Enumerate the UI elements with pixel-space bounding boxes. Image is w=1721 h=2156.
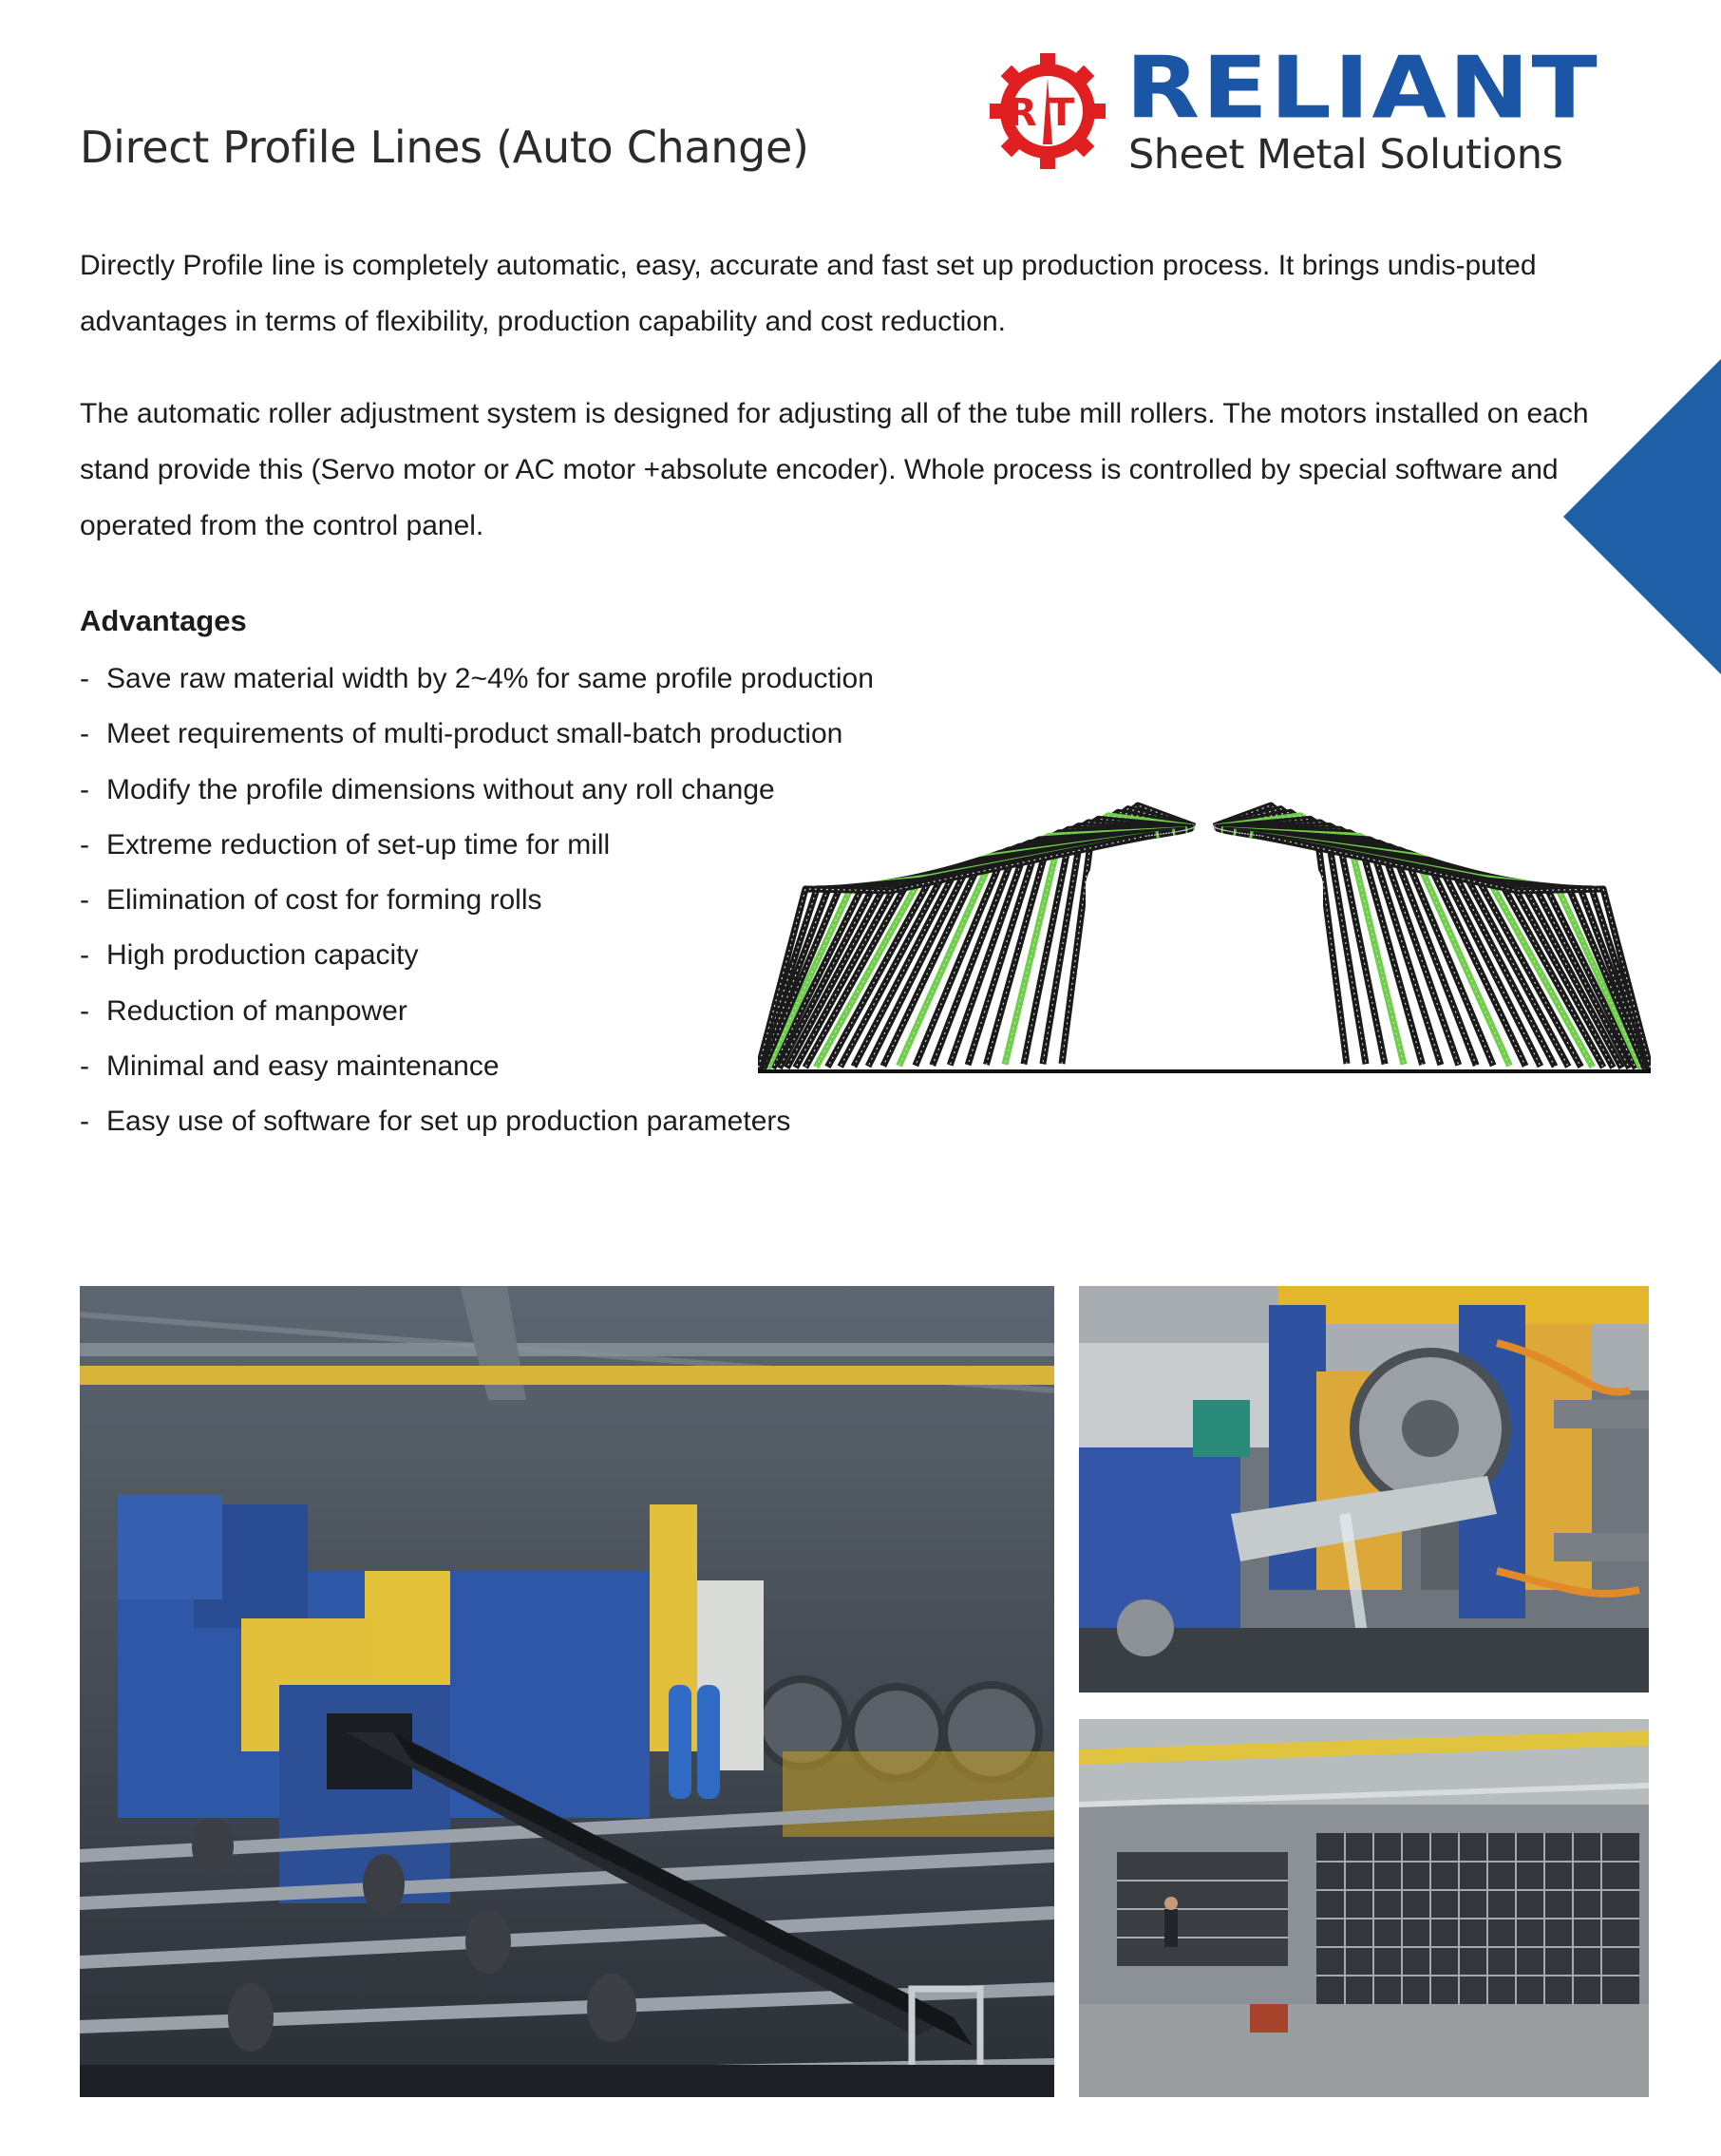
- intro-paragraph-2: The automatic roller adjustment system is designed for adjusting all of the tube mill rollers. The motors installed on each stand provide this (Servo motor or AC motor +absolute encoder). Whole process is controlled by special software and operated from the control panel.: [80, 398, 1589, 541]
- advantage-text: Modify the profile dimensions without any roll change: [106, 773, 775, 805]
- list-item: [80, 984, 874, 1039]
- advantage-text: Minimal and easy maintenance: [106, 1050, 500, 1083]
- bullet-dash: -: [80, 828, 89, 861]
- logo-tagline: Sheet Metal Solutions: [1128, 131, 1563, 179]
- list-item: [80, 1039, 874, 1094]
- advantage-text: Reduction of manpower: [106, 994, 407, 1027]
- advantage-text: High production capacity: [106, 939, 419, 972]
- logo-emblem-letters: RT: [1007, 91, 1088, 135]
- bullet-dash: -: [80, 939, 89, 972]
- gear-emblem-icon: [988, 40, 1111, 182]
- logo-wordmark: RELIANT: [1125, 47, 1600, 130]
- photo-tube-mill-rollers: [1079, 1286, 1649, 1693]
- advantages-heading: Advantages: [80, 604, 247, 637]
- bullet-dash: -: [80, 718, 89, 750]
- list-item: [80, 763, 874, 818]
- final-profile-opening: [1086, 853, 1323, 1073]
- advantage-text: Elimination of cost for forming rolls: [106, 884, 542, 917]
- page-title: Direct Profile Lines (Auto Change): [80, 122, 809, 173]
- intro-paragraph-1: Directly Profile line is completely automatic, easy, accurate and fast set up production process. It brings undis-puted advantages in terms of flexibility, production capability and cost reduction.: [80, 250, 1537, 337]
- bullet-dash: -: [80, 994, 89, 1027]
- profile-forming-flower-diagram: [758, 767, 1651, 1077]
- advantage-text: Meet requirements of multi-product small-batch production: [106, 718, 843, 750]
- bullet-dash: -: [80, 663, 89, 694]
- bullet-dash: -: [80, 884, 89, 917]
- photo-tube-warehouse: [1079, 1719, 1649, 2097]
- list-item: [80, 707, 874, 762]
- bullet-dash: -: [80, 1050, 89, 1083]
- advantage-text: Extreme reduction of set-up time for mill: [106, 828, 611, 861]
- bullet-dash: -: [80, 773, 89, 805]
- advantage-text: Save raw material width by 2~4% for same profile production: [106, 663, 874, 694]
- corner-accent-triangle: [1563, 359, 1721, 674]
- list-item: [80, 1094, 874, 1149]
- list-item: [80, 873, 874, 928]
- list-item: [80, 652, 874, 707]
- list-item: [80, 818, 874, 873]
- list-item: [80, 928, 874, 983]
- advantage-text: Easy use of software for set up production parameters: [106, 1106, 791, 1138]
- company-logo: [988, 40, 1600, 182]
- photo-direct-profile-mill: [80, 1286, 1054, 2097]
- bullet-dash: -: [80, 1106, 89, 1138]
- advantages-list: [80, 652, 874, 1150]
